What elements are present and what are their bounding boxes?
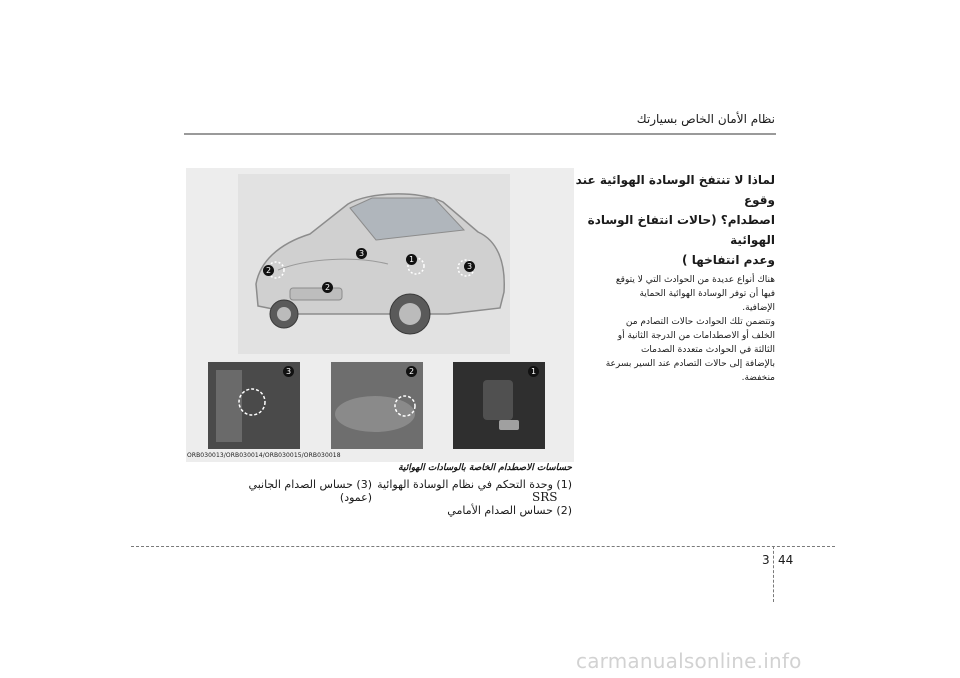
- body-line: فيها أن توفر الوسادة الهوائية الحماية: [639, 289, 775, 299]
- body-line: بالإضافة إلى حالات التصادم عند السير بسرعة: [605, 359, 775, 369]
- page-number: 44: [778, 553, 794, 567]
- callout-marker-2: 2: [263, 265, 274, 276]
- body-line: وتتضمن تلك الحوادث حالات التصادم من: [625, 317, 775, 327]
- callout-marker-2b: 2: [322, 282, 333, 293]
- body-line: الثالثة في الحوادث متعددة الصدمات: [640, 345, 775, 355]
- section-title: نظام الأمان الخاص بسيارتك: [636, 112, 775, 126]
- callout-marker-1: 1: [406, 254, 417, 265]
- body-line: منخفضة.: [741, 373, 775, 383]
- body-line: هناك أنواع عديدة من الحوادث التي لا يتوقع: [615, 275, 775, 285]
- header-rule: [184, 133, 776, 135]
- thumb-marker-3: 3: [283, 366, 294, 377]
- legend-srs-label: SRS: [532, 490, 558, 504]
- thumb-marker-2: 2: [406, 366, 417, 377]
- question-title-line: اصطدام؟ (حالات انتفاخ الوسادة الهوائية: [587, 213, 775, 247]
- callout-marker-3b: 3: [464, 261, 475, 272]
- body-line: الخلف أو الاصطدامات من الدرجة الثانية أو: [617, 331, 775, 341]
- question-title-line: لماذا لا تنتفخ الوسادة الهوائية عند وقوع: [575, 173, 775, 207]
- chapter-number: 3: [762, 553, 770, 567]
- question-title: [575, 170, 775, 270]
- thumb-marker-1: 1: [528, 366, 539, 377]
- thumbnail-front-sensor: [331, 362, 423, 449]
- thumbnail-control-unit: [453, 362, 545, 449]
- question-title-line: وعدم انتفاخها ): [682, 253, 775, 267]
- question-body: [575, 273, 775, 385]
- watermark: carmanualsonline.info: [576, 649, 802, 673]
- legend-item-1: (1) وحدة التحكم في نظام الوسادة الهوائية: [377, 478, 572, 491]
- legend-item-3: (3) حساس الصدام الجانبي (عمود): [248, 478, 372, 504]
- legend-heading: حساسات الاصطدام الخاصة بالوسادات الهوائية: [398, 463, 572, 473]
- main-car-photo: [238, 174, 510, 354]
- photo-code: ORB030013/ORB030014/ORB030015/ORB030018: [187, 452, 341, 459]
- footer-rule: [131, 546, 835, 547]
- footer-divider: [773, 546, 774, 602]
- question-block: [575, 170, 775, 385]
- legend-item-2: (2) حساس الصدام الأمامي: [447, 504, 572, 517]
- body-line: الإضافية.: [742, 303, 775, 313]
- thumbnail-side-sensor: [208, 362, 300, 449]
- callout-marker-3: 3: [356, 248, 367, 259]
